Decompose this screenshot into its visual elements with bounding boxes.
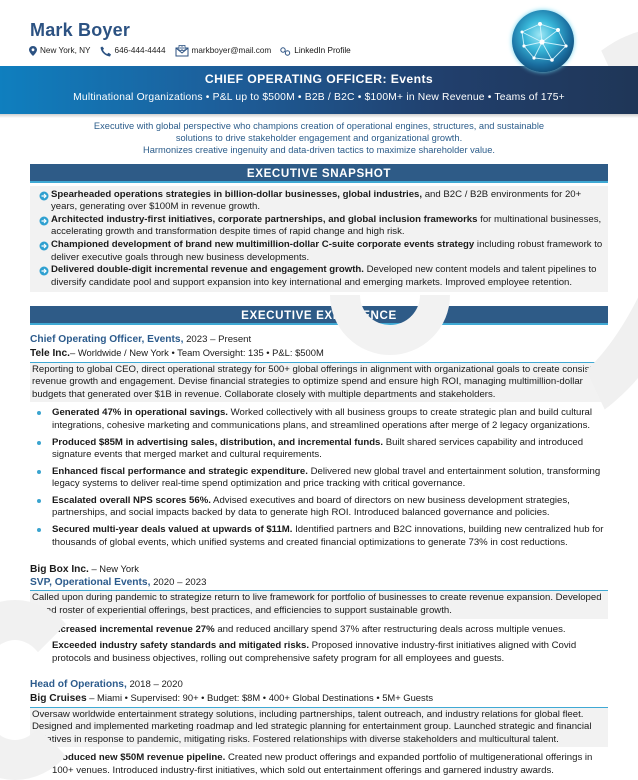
company-line: Big Cruises – Miami • Supervised: 90+ • Budget: $8M • 400+ Global Destinations • 5M+ Guests [30, 692, 608, 708]
section-heading-snapshot: EXECUTIVE SNAPSHOT [30, 164, 608, 183]
title-banner [0, 66, 638, 114]
link-icon [280, 47, 291, 56]
job-description: Reporting to global CEO, direct operational strategy for 500+ global offerings in alignment with organizational goals to create consistent revenue growth and engagement. Devise financial strategies to optimize spend and ensure high ROI, managing multimillion-dollar budgets that generated over $1B in revenue. Collaborate closely with multiple departments and stakeholders. [30, 363, 608, 403]
job-entry [30, 334, 608, 549]
bullet-dot-icon [37, 470, 52, 474]
arrow-circle-icon [37, 266, 51, 276]
phone-icon [100, 46, 112, 57]
contact-location: New York, NY [29, 45, 91, 58]
achievement-item: Secured multi-year deals valued at upwards of $11M. Identified partners and B2C innovations, building new centralized hub for thousands of global events, which unified systems and created financial optimizations to generate 73% in cost reductions. [37, 524, 608, 549]
company-line: Big Box Inc. – New York [30, 563, 139, 576]
contact-linkedin[interactable]: LinkedIn Profile [280, 45, 350, 58]
contact-line [29, 45, 360, 58]
bullet-dot-icon [37, 499, 52, 503]
achievement-list [37, 407, 608, 549]
snapshot-item: Delivered double-digit incremental revenue and engagement growth. Developed new content models and talent pipelines to diversify candidate pool and support expansion into key international and emerging markets. Improved employee retention. [37, 264, 604, 289]
resume-header [0, 0, 638, 66]
achievement-item: Increased incremental revenue 27% and reduced ancillary spend 37% after restructuring deals across multiple venues. [37, 624, 608, 637]
snapshot-item: Spearheaded operations strategies in billion-dollar businesses, global industries, and B2C / B2B environments for 20+ years, generating over $100M in revenue growth. [37, 189, 604, 214]
job-entry [30, 679, 608, 777]
globe-network-icon [512, 10, 574, 72]
achievement-list [37, 624, 608, 666]
banner-shadow [0, 114, 638, 118]
snapshot-item: Championed development of brand new multimillion-dollar C-suite corporate events strategy including robust framework to deliver executive goals through new business developments. [37, 239, 604, 264]
achievement-item: Produced $85M in advertising sales, distribution, and incremental funds. Built shared services capability and introduced signature events that merged market and cultural requirements. [37, 437, 608, 462]
achievement-item: Generated 47% in operational savings. Worked collectively with all business groups to create strategic plan and build cultural integrations, cohesive marketing and communications plans, and streamlined operations after merge of 2 legacy organizations. [37, 407, 608, 432]
achievement-item: Produced new $50M revenue pipeline. Created new product offerings and expanded portfolio of multigenerational offerings in 100+ venues. Introduced industry-first initiatives, which sold out entertainment offerings and garnered industry awards. [37, 752, 608, 777]
contact-phone: 646-444-4444 [100, 45, 166, 58]
arrow-circle-icon [37, 191, 51, 201]
achievement-item: Exceeded industry safety standards and mitigated risks. Proposed innovative industry-first initiatives aligned with Covid protocols and business objectives, rolling out comprehensive safety program for all employees and guests. [37, 640, 608, 665]
role-line: Chief Operating Officer, Events, 2023 – Present [30, 334, 252, 346]
company-line: Tele Inc.– Worldwide / New York • Team Oversight: 135 • P&L: $500M [30, 347, 608, 363]
bullet-dot-icon [37, 528, 52, 532]
arrow-circle-icon [37, 241, 51, 251]
candidate-name: Mark Boyer [30, 20, 131, 40]
section-heading-experience: EXECUTIVE EXPERIENCE [30, 306, 608, 325]
contact-email[interactable]: markboyer@mail.com [175, 45, 272, 58]
bullet-dot-icon [37, 628, 52, 632]
snapshot-item: Architected industry-first initiatives, corporate partnerships, and global inclusion frameworks for multinational businesses, accelerating growth and transformation despite times of rapid change and high risk. [37, 214, 604, 239]
achievement-list [37, 752, 608, 777]
bullet-dot-icon [37, 411, 52, 415]
bullet-dot-icon [37, 644, 52, 648]
map-pin-icon [29, 46, 37, 56]
job-description: Oversaw worldwide entertainment strategy solutions, including partnerships, talent outreach, and industry relations for global fleet. Designed and implemented marketing roadmap and led strategic planning for entertainment group. Launched strategic and financial initiatives in response to pandemic, mitigating risks. Fostered relationships with diverse stakeholders and multicultural talent. [30, 708, 608, 748]
bullet-dot-icon [37, 756, 52, 760]
achievement-item: Escalated overall NPS scores 56%. Advised executives and board of directors on new business development strategies, partnerships, and social impacts backed by data to generate high ROI. Introduced balanced governance and policies. [37, 495, 608, 520]
envelope-icon [175, 45, 189, 57]
achievement-item: Enhanced fiscal performance and strategic expenditure. Delivered new global travel and entertainment solution, transforming legacy systems to deliver real-time spend optimization and price tracking with critical governance. [37, 466, 608, 491]
arrow-circle-icon [37, 216, 51, 226]
target-title: CHIEF OPERATING OFFICER: Events [204, 72, 434, 86]
role-line: Head of Operations, 2018 – 2020 [30, 679, 183, 691]
bullet-dot-icon [37, 441, 52, 445]
job-description: Called upon during pandemic to strategize return to live framework for portfolio of businesses to create revenue expansion. Developed broad roster of experiential offerings, best practices, and efficiencies to support sustainable growth. [30, 591, 608, 618]
value-proposition: Multinational Organizations • P&L up to $500M • B2B / B2C • $100M+ in New Revenue • Teams of 175+ [73, 91, 565, 103]
profile-summary: Executive with global perspective who champions creation of operational engines, structures, and sustainable solutions to drive stakeholder engagement and organizational growth. Harmonizes creative ingenuity and data-driven tactics to maximize shareholder value. [93, 121, 545, 156]
job-entry [30, 563, 608, 665]
role-line: SVP, Operational Events, 2020 – 2023 [30, 577, 608, 592]
snapshot-list [30, 186, 608, 293]
